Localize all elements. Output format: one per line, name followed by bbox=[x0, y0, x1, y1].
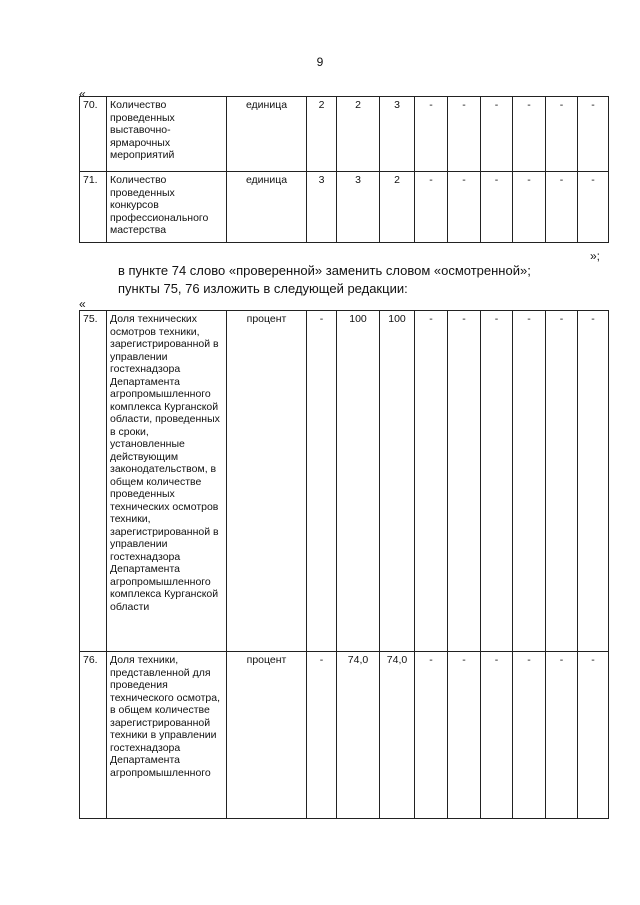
value-cell: - bbox=[307, 311, 337, 652]
value-cell: - bbox=[481, 97, 513, 172]
table-row bbox=[80, 97, 609, 172]
value-cell: 3 bbox=[307, 172, 337, 243]
value-cell: - bbox=[307, 652, 337, 819]
value-cell: - bbox=[415, 652, 448, 819]
value-cell: - bbox=[578, 97, 609, 172]
open-quote-2: « bbox=[79, 297, 86, 311]
indicators-table-1 bbox=[79, 96, 609, 243]
indicators-table-2 bbox=[79, 310, 609, 819]
amendment-line-1: в пункте 74 слово «проверенной» заменить словом «осмотренной»; bbox=[118, 263, 531, 278]
value-cell: - bbox=[513, 311, 546, 652]
table-row bbox=[80, 172, 609, 243]
value-cell: - bbox=[578, 652, 609, 819]
value-cell: 100 bbox=[337, 311, 380, 652]
value-cell: - bbox=[481, 652, 513, 819]
value-cell: - bbox=[415, 172, 448, 243]
value-cell: - bbox=[415, 97, 448, 172]
row-number: 70. bbox=[80, 97, 107, 172]
value-cell: - bbox=[513, 652, 546, 819]
indicator-name: Доля технических осмотров техники, зарегистрированной в управлении гостехнадзора Департамента агропромышленного комплекса Курганской области, проведенных в сроки, установленные действующим законодательством, в общем количестве проведенных технических осмотров техники, зарегистрированной в управлении гостехнадзора Департамента агропромышленного комплекса Курганской области bbox=[107, 311, 227, 652]
row-number: 76. bbox=[80, 652, 107, 819]
amendment-line-2: пункты 75, 76 изложить в следующей редакции: bbox=[118, 281, 408, 296]
value-cell: - bbox=[546, 97, 578, 172]
close-quote: »; bbox=[590, 249, 601, 263]
value-cell: - bbox=[415, 311, 448, 652]
value-cell: - bbox=[546, 311, 578, 652]
unit-cell: процент bbox=[227, 652, 307, 819]
value-cell: - bbox=[448, 652, 481, 819]
value-cell: - bbox=[448, 311, 481, 652]
open-quote-1: « bbox=[79, 87, 86, 101]
value-cell: - bbox=[448, 97, 481, 172]
page-number: 9 bbox=[316, 55, 324, 69]
indicator-name: Доля техники, представленной для проведения технического осмотра, в общем количестве зарегистрированной техники в управлении гостехнадзора Департамента агропромышленного bbox=[107, 652, 227, 819]
table-row bbox=[80, 652, 609, 819]
table-row bbox=[80, 311, 609, 652]
value-cell: 3 bbox=[380, 97, 415, 172]
value-cell: 3 bbox=[337, 172, 380, 243]
indicator-name: Количество проведенных выставочно-ярмарочных мероприятий bbox=[107, 97, 227, 172]
row-number: 75. bbox=[80, 311, 107, 652]
unit-cell: процент bbox=[227, 311, 307, 652]
value-cell: 74,0 bbox=[337, 652, 380, 819]
value-cell: 74,0 bbox=[380, 652, 415, 819]
unit-cell: единица bbox=[227, 97, 307, 172]
value-cell: - bbox=[546, 172, 578, 243]
value-cell: - bbox=[513, 97, 546, 172]
value-cell: - bbox=[481, 172, 513, 243]
value-cell: - bbox=[578, 311, 609, 652]
indicator-name: Количество проведенных конкурсов профессионального мастерства bbox=[107, 172, 227, 243]
value-cell: - bbox=[448, 172, 481, 243]
row-number: 71. bbox=[80, 172, 107, 243]
value-cell: 2 bbox=[337, 97, 380, 172]
value-cell: - bbox=[513, 172, 546, 243]
value-cell: - bbox=[546, 652, 578, 819]
unit-cell: единица bbox=[227, 172, 307, 243]
value-cell: - bbox=[481, 311, 513, 652]
value-cell: 2 bbox=[307, 97, 337, 172]
value-cell: - bbox=[578, 172, 609, 243]
value-cell: 100 bbox=[380, 311, 415, 652]
value-cell: 2 bbox=[380, 172, 415, 243]
